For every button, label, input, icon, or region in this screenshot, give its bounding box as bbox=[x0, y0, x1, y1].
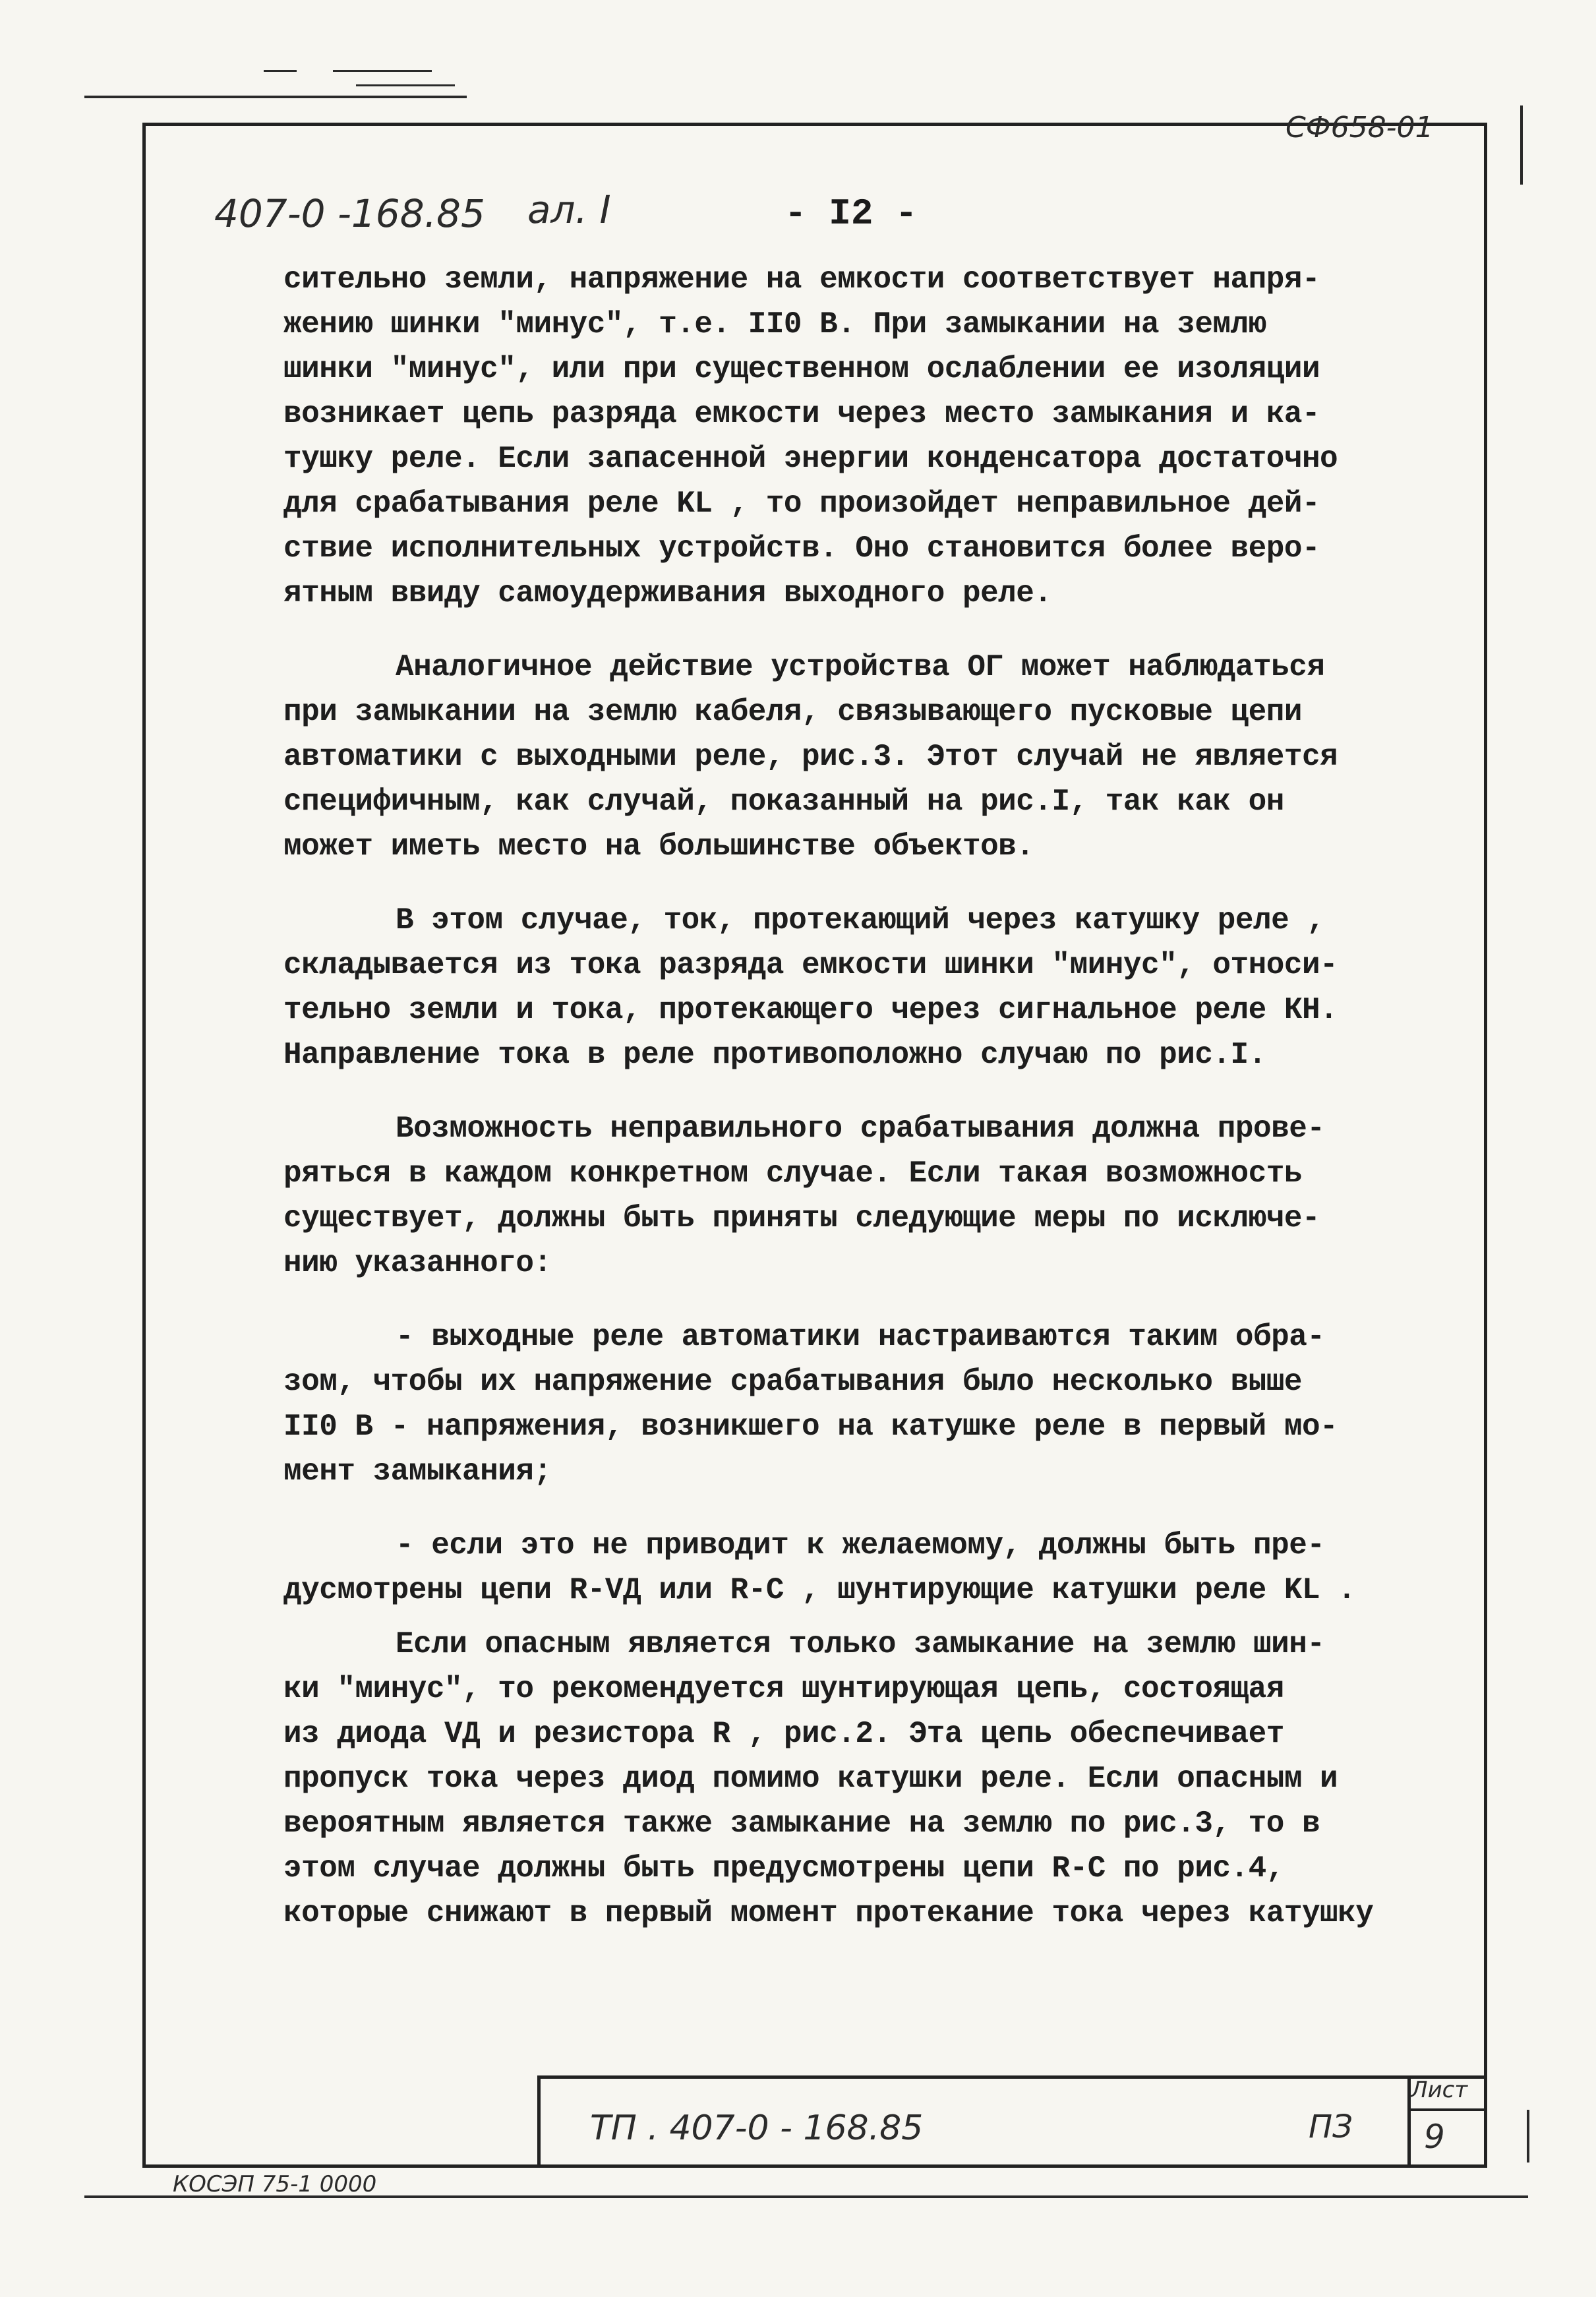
text-line: Если опасным является только замыкание на землю шин- bbox=[396, 1627, 1325, 1661]
text-line: жению шинки "минус", т.е. II0 В. При замыкании на землю bbox=[283, 307, 1266, 342]
top-rule-short bbox=[264, 70, 297, 72]
text-line: этом случае должны быть предусмотрены цепи R-C по рис.4, bbox=[283, 1851, 1284, 1886]
text-line: существует, должны быть приняты следующие меры по исключе- bbox=[283, 1201, 1320, 1236]
text-line: складывается из тока разряда емкости шинки "минус", относи- bbox=[283, 948, 1338, 982]
top-rule-mid bbox=[333, 70, 432, 72]
paragraph-5 bbox=[283, 1315, 1444, 1494]
right-margin-line bbox=[1520, 105, 1523, 185]
text-line: мент замыкания; bbox=[283, 1454, 552, 1489]
paragraph-3 bbox=[283, 898, 1444, 1077]
sheet-label: Лист bbox=[1411, 2077, 1485, 2111]
archive-code: СФ658-01 bbox=[1286, 111, 1434, 144]
text-line: ствие исполнительных устройств. Оно становится более веро- bbox=[283, 531, 1320, 566]
text-line: дусмотрены цепи R-VД или R-C , шунтирующие катушки реле KL . bbox=[283, 1573, 1356, 1607]
text-line: II0 В - напряжения, возникшего на катушке реле в первый мо- bbox=[283, 1410, 1338, 1444]
body-text bbox=[283, 257, 1444, 1936]
text-line: Аналогичное действие устройства ОГ может наблюдаться bbox=[396, 650, 1325, 684]
paragraph-2 bbox=[283, 645, 1444, 869]
text-line: ряться в каждом конкретном случае. Если такая возможность bbox=[283, 1156, 1302, 1191]
paragraph-7 bbox=[283, 1622, 1444, 1936]
right-margin-line-lower bbox=[1527, 2110, 1529, 2163]
text-line: тушку реле. Если запасенной энергии конденсатора достаточно bbox=[283, 442, 1338, 476]
text-line: сительно земли, напряжение на емкости соответствует напря- bbox=[283, 262, 1320, 297]
text-line: ятным ввиду самоудерживания выходного реле. bbox=[283, 576, 1052, 611]
text-line: нию указанного: bbox=[283, 1246, 552, 1280]
text-line: которые снижают в первый момент протекание тока через катушку bbox=[283, 1896, 1374, 1930]
text-line: Направление тока в реле противоположно случаю по рис.I. bbox=[283, 1038, 1266, 1072]
text-line: для срабатывания реле KL , то произойдет неправильное дей- bbox=[283, 487, 1320, 521]
text-line: вероятным является также замыкание на землю по рис.3, то в bbox=[283, 1806, 1320, 1841]
paragraph-6 bbox=[283, 1523, 1444, 1613]
text-line: В этом случае, ток, протекающий через катушку реле , bbox=[396, 903, 1325, 938]
title-block-section: ПЗ bbox=[1309, 2108, 1353, 2145]
album-number: ал. I bbox=[527, 187, 611, 232]
text-line: ки "минус", то рекомендуется шунтирующая цепь, состоящая bbox=[283, 1672, 1284, 1706]
text-line: может иметь место на большинстве объектов. bbox=[283, 829, 1034, 864]
text-line: автоматики с выходными реле, рис.3. Этот случай не является bbox=[283, 740, 1338, 774]
print-order-code: КОСЭП 75-1 0000 bbox=[173, 2171, 377, 2197]
document-code: 407-0 -168.85 bbox=[214, 191, 485, 236]
text-line: при замыкании на землю кабеля, связывающего пусковые цепи bbox=[283, 695, 1302, 729]
text-line: зом, чтобы их напряжение срабатывания было несколько выше bbox=[283, 1365, 1302, 1399]
text-line: возникает цепь разряда емкости через место замыкания и ка- bbox=[283, 397, 1320, 431]
top-rule-long bbox=[84, 96, 467, 98]
text-line: из диода VД и резистора R , рис.2. Эта цепь обеспечивает bbox=[283, 1717, 1284, 1751]
top-rule-dash bbox=[356, 84, 455, 86]
text-line: пропуск тока через диод помимо катушки реле. Если опасным и bbox=[283, 1762, 1338, 1796]
paragraph-4 bbox=[283, 1106, 1444, 1286]
sheet-number: 9 bbox=[1424, 2118, 1445, 2156]
text-line: - если это не приводит к желаемому, должны быть пре- bbox=[396, 1528, 1325, 1563]
page-number: - I2 - bbox=[784, 193, 918, 235]
paragraph-1 bbox=[283, 257, 1444, 616]
text-line: специфичным, как случай, показанный на рис.I, так как он bbox=[283, 785, 1284, 819]
text-line: шинки "минус", или при существенном ослаблении ее изоляции bbox=[283, 352, 1320, 386]
text-line: Возможность неправильного срабатывания должна прове- bbox=[396, 1112, 1325, 1146]
title-block-designation: ТП . 407-0 - 168.85 bbox=[590, 2108, 924, 2148]
text-line: - выходные реле автоматики настраиваются таким обра- bbox=[396, 1320, 1325, 1354]
text-line: тельно земли и тока, протекающего через сигнальное реле КН. bbox=[283, 993, 1338, 1027]
